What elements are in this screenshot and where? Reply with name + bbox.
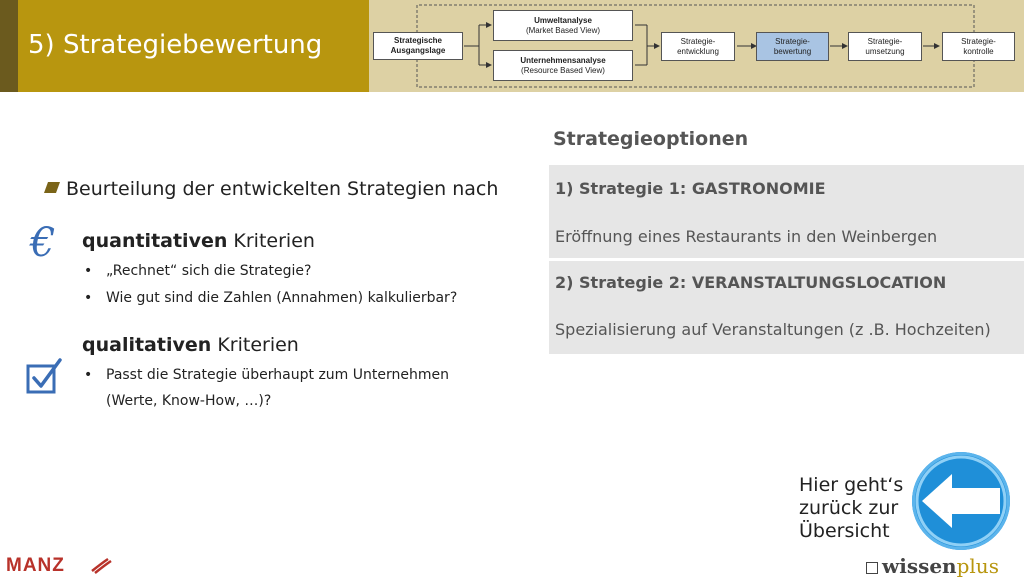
wissenplus-logo-wissen: wissen — [882, 554, 957, 578]
euro-icon: € — [30, 220, 56, 266]
qualitative-item — [84, 367, 449, 383]
flow-step-ausgangslage — [373, 32, 463, 60]
strategy-option-heading: 2) Strategie 2: VERANSTALTUNGSLOCATION — [555, 273, 947, 292]
qualitative-heading — [82, 334, 299, 356]
strategy-option-description: Eröffnung eines Restaurants in den Weinbergen — [555, 227, 938, 246]
flow-step-bewertung — [756, 32, 829, 61]
flow-step-umweltanalyse — [493, 10, 633, 41]
quantitative-item-text: „Rechnet“ sich die Strategie? — [106, 263, 312, 279]
qualitative-item-text: (Werte, Know-How, …)? — [106, 393, 272, 409]
flow-step-umsetzung — [848, 32, 922, 61]
main-bullet-text: Beurteilung der entwickelten Strategien nach — [66, 178, 499, 200]
flow-step-entwicklung — [661, 32, 735, 61]
qualitative-heading-bold: qualitativen — [82, 334, 212, 356]
bullet-dot: • — [84, 263, 93, 279]
quantitative-item — [84, 263, 311, 279]
wissenplus-logo-mark-icon — [866, 562, 878, 574]
qualitative-item-continued — [84, 393, 271, 409]
wissenplus-logo — [866, 554, 999, 578]
back-to-overview-button[interactable] — [912, 452, 1010, 550]
manz-logo: MANZ — [6, 555, 65, 576]
qualitative-heading-rest: Kriterien — [211, 334, 299, 356]
flow-step-kontrolle — [942, 32, 1015, 61]
bullet-dot: • — [84, 367, 93, 383]
page-title: 5) Strategiebewertung — [28, 30, 323, 60]
quantitative-heading — [82, 230, 315, 252]
back-link-line: zurück zur — [799, 497, 899, 519]
flow-step-unternehmen-title: Unternehmensanalyse — [520, 55, 606, 65]
flow-step-kontrolle-line1: Strategie- — [961, 36, 996, 46]
strategy-option-heading: 1) Strategie 1: GASTRONOMIE — [555, 179, 826, 198]
flow-step-unternehmen-sub: (Resource Based View) — [521, 65, 605, 75]
bullet-dot: • — [84, 290, 93, 306]
flow-step-umwelt-title: Umweltanalyse — [534, 15, 592, 25]
header-accent-bar — [0, 0, 18, 92]
checkbox-checked-icon — [26, 358, 62, 394]
quantitative-item — [84, 290, 457, 306]
back-link-line: Übersicht — [799, 520, 890, 542]
manz-swirl-icon — [90, 556, 112, 574]
arrow-left-icon — [912, 452, 1010, 550]
strategy-option-card — [549, 165, 1024, 258]
flow-step-bewertung-line2: bewertung — [773, 46, 812, 56]
strategy-option-description: Spezialisierung auf Veranstaltungen (z .B. Hochzeiten) — [555, 320, 991, 339]
flow-step-umsetzung-line2: umsetzung — [865, 46, 905, 56]
strategy-options-title: Strategieoptionen — [553, 128, 749, 150]
flow-step-umwelt-sub: (Market Based View) — [525, 25, 601, 35]
strategy-option-card — [549, 261, 1024, 354]
bullet-marker-icon — [44, 182, 60, 193]
flow-step-bewertung-line1: Strategie- — [775, 36, 810, 46]
flow-step-unternehmensanalyse — [493, 50, 633, 81]
flow-step-entwicklung-line1: Strategie- — [680, 36, 716, 46]
quantitative-heading-rest: Kriterien — [227, 230, 315, 252]
flow-step-ausgangslage-line1: Strategische — [393, 36, 443, 45]
flow-step-ausgangslage-line2: Ausgangslage — [390, 46, 446, 55]
wissenplus-logo-plus: plus — [956, 554, 999, 578]
back-link-line: Hier geht‘s — [799, 474, 904, 496]
flow-step-entwicklung-line2: entwicklung — [677, 46, 719, 56]
quantitative-item-text: Wie gut sind die Zahlen (Annahmen) kalkulierbar? — [106, 290, 458, 306]
flow-step-kontrolle-line2: kontrolle — [963, 46, 994, 56]
quantitative-heading-bold: quantitativen — [82, 230, 228, 252]
qualitative-item-text: Passt die Strategie überhaupt zum Unternehmen — [106, 367, 449, 383]
back-link-text[interactable] — [799, 474, 903, 543]
main-bullet — [46, 178, 498, 200]
flow-step-umsetzung-line1: Strategie- — [867, 36, 903, 46]
